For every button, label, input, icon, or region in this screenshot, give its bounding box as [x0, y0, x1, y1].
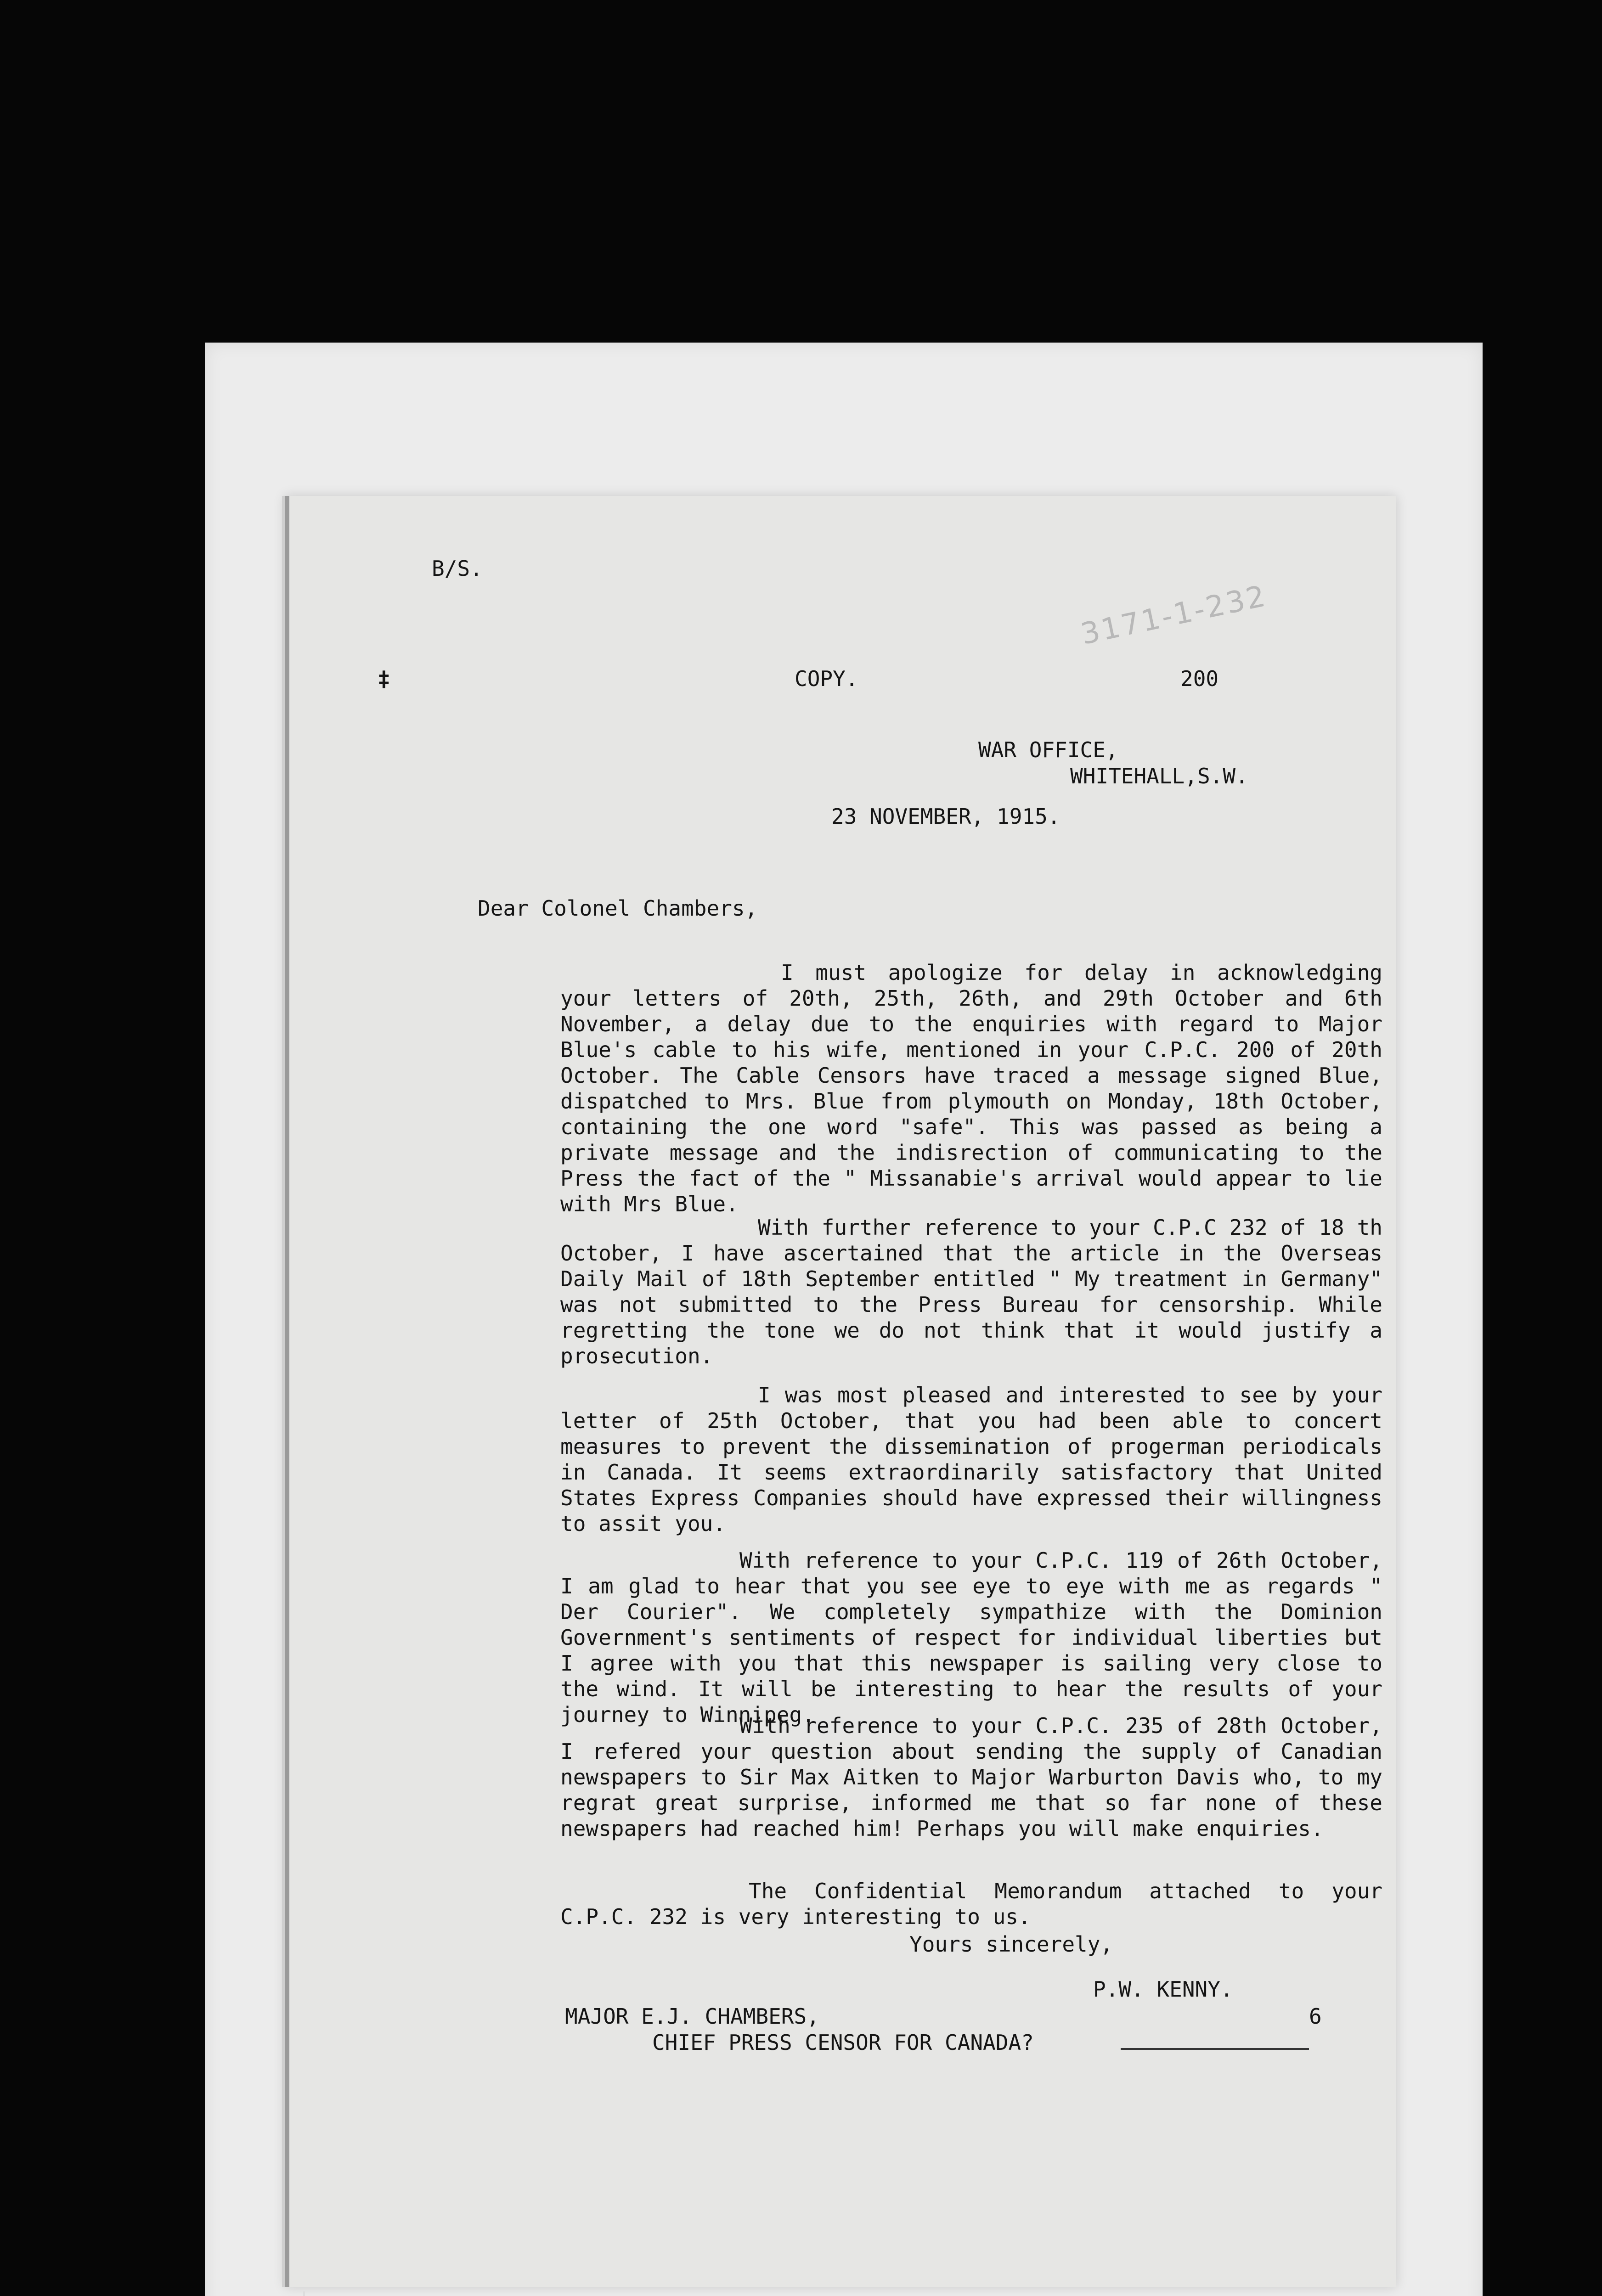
page-number: 200 [1180, 666, 1219, 691]
signature: P.W. KENNY. [1093, 1977, 1233, 2002]
signature-number: 6 [1309, 2004, 1322, 2029]
closing: Yours sincerely, [909, 1932, 1113, 1957]
paragraph-4: With reference to your C.P.C. 119 of 26th October, I am glad to hear that you see eye to eye with me as regards " Der Courier". We completely sympathize with the Dominion Government's sentiments of respect for individual liberties but I agree with you that this newspaper is sailing very close to the wind. It will be interesting to hear the results of your journey to Winnipeg. [560, 1548, 1382, 1727]
paragraph-6: The Confidential Memorandum attached to your C.P.C. 232 is very interesting to us. [560, 1879, 1382, 1929]
paragraph-2: With further reference to your C.P.C 232 of 18 th October, I have ascertained that the article in the Overseas Daily Mail of 18th September entitled " My treatment in Germany" was not submitted to the Press Bureau for censorship. While regretting the tone we do not think that it would justify a prosecution. [560, 1215, 1382, 1368]
pencil-file-note: 3171-1-232 [1077, 579, 1270, 652]
letter-reference: B/S. [432, 556, 483, 581]
salutation: Dear Colonel Chambers, [478, 896, 758, 921]
frame-corner-mark [303, 2291, 315, 2296]
paragraph-1: I must apologize for delay in acknowledging your letters of 20th, 25th, 26th, and 29th October and 6th November, a delay due to the enquiries with regard to Major Blue's cable to his wife, mentioned in your C.P.C. 200 of 20th October. The Cable Censors have traced a message signed Blue, dispatched to Mrs. Blue from plymouth on Monday, 18th October, containing the one word "safe". This was passed as being a private message and the indisrection of communicating to the Press the fact of the " Missanabie's arrival would appear to lie with Mrs Blue. [560, 960, 1382, 1216]
letter-date: 23 NOVEMBER, 1915. [831, 804, 1060, 829]
paragraph-5: With reference to your C.P.C. 235 of 28th October, I refered your question about sending the supply of Canadian newspapers to Sir Max Aitken to Major Warburton Davis who, to my regrat great surprise, informed me that so far none of these newspapers had reached him! Perhaps you will make enquiries. [560, 1713, 1382, 1841]
signature-line [1121, 2048, 1309, 2050]
addressee-title: CHIEF PRESS CENSOR FOR CANADA? [652, 2030, 1034, 2055]
office-line-1: WAR OFFICE, [978, 737, 1118, 762]
margin-mark: ‡ [378, 666, 390, 691]
letter-page [285, 496, 1396, 2287]
addressee-name: MAJOR E.J. CHAMBERS, [565, 2004, 819, 2029]
office-line-2: WHITEHALL,S.W. [1070, 764, 1248, 788]
copy-label: COPY. [795, 666, 858, 691]
paragraph-3: I was most pleased and interested to see by your letter of 25th October, that you had been able to concert measures to prevent the dissemination of progerman periodicals in Canada. It seems extraordinarily satisfactory that United States Express Companies should have expressed their willingness to assit you. [560, 1383, 1382, 1536]
